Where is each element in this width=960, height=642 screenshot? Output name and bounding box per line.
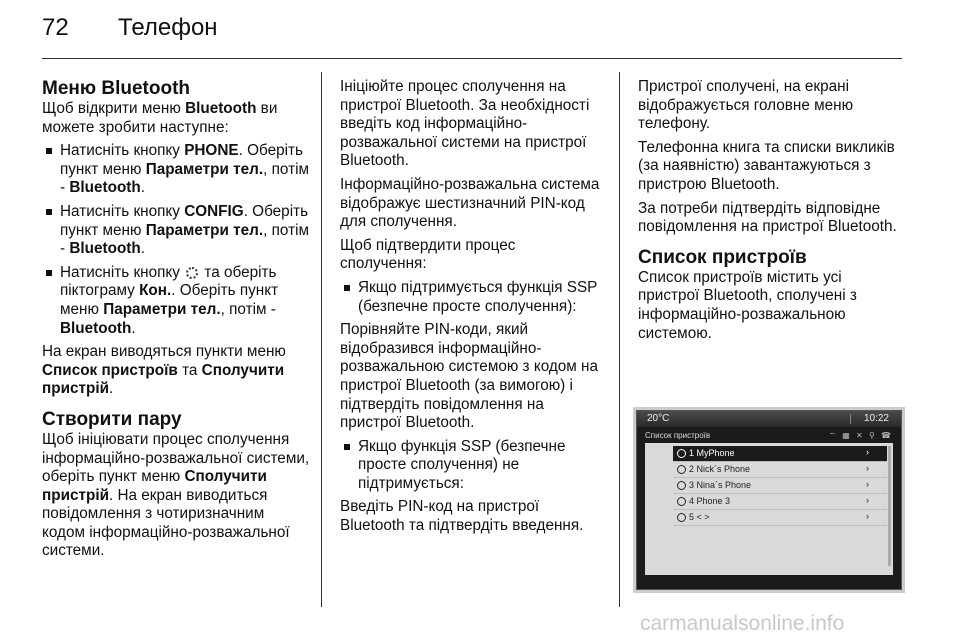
status-icons: ⌔ ▦ ✕ ⚲ ☎ <box>828 431 893 440</box>
chevron-right-icon: › <box>866 495 869 505</box>
term-bluetooth: Bluetooth <box>185 100 257 117</box>
header-rule <box>42 58 902 59</box>
device-name: 2 Nick´s Phone <box>689 464 751 474</box>
device-name: 5 < > <box>689 512 710 522</box>
device-list-item[interactable] <box>673 462 887 478</box>
radio-circle-icon <box>677 481 686 490</box>
term-phone-settings: Параметри тел. <box>145 221 264 239</box>
heading-create-pair: Створити пару <box>42 408 182 430</box>
paragraph-device-list: Список пристроїв містить усі пристрої Bluetooth, сполучені з інформаційно-розважальною системою. <box>638 268 857 342</box>
paragraph-initiate: Ініціюйте процес сполучення на пристрої Bluetooth. За необхідності введіть код інформаційно-розважальної системи на пристрої Bluetooth. <box>340 78 590 170</box>
radio-circle-icon <box>677 497 686 506</box>
paragraph-enter-pin: Введіть PIN-код на пристрої Bluetooth та підтвердіть введення. <box>340 498 584 535</box>
text: , потім - <box>220 300 276 318</box>
device-name: 3 Nina´s Phone <box>689 480 752 490</box>
device-list-panel <box>645 443 893 575</box>
radio-circle-icon <box>677 449 686 458</box>
chevron-right-icon: › <box>866 447 869 457</box>
chevron-right-icon: › <box>866 511 869 521</box>
text: На екран виводяться пункти меню <box>42 343 286 361</box>
paragraph-compare-pin: Порівняйте PIN-коди, який відобразився інформаційно-розважальною системою з кодом на пристрої Bluetooth (за вимогою) і підтвердіть повідомлення на пристрої Bluetooth. <box>340 321 599 432</box>
watermark: carmanualsonline.info <box>640 612 845 635</box>
page-number: 72 <box>42 14 69 41</box>
gear-icon <box>186 267 198 279</box>
term-bluetooth: Bluetooth <box>69 240 141 258</box>
paragraph-open-menu <box>42 100 310 137</box>
text: Натисніть кнопку <box>60 202 185 220</box>
term-pair-device: Сполучити пристрій <box>42 468 267 504</box>
device-name: 1 MyPhone <box>689 448 735 458</box>
bullet-phone-button <box>42 142 310 198</box>
heading-device-list: Список пристроїв <box>638 246 807 268</box>
term-phone-settings: Параметри тел. <box>145 160 264 178</box>
temperature-readout: 20°C <box>647 413 670 424</box>
device-name: 4 Phone 3 <box>689 496 731 506</box>
chevron-right-icon: › <box>866 479 869 489</box>
term-phone-settings: Параметри тел. <box>103 300 221 318</box>
clock-readout: 10:22 <box>863 413 889 424</box>
radio-circle-icon <box>677 465 686 474</box>
device-list-title: Список пристроїв <box>645 431 711 440</box>
device-list <box>673 446 887 526</box>
term-device-list: Список пристроїв <box>42 361 178 379</box>
term-bluetooth: Bluetooth <box>69 179 141 197</box>
text: . Оберіть пункт меню <box>60 202 309 239</box>
text: , потім - <box>60 221 310 258</box>
status-divider <box>850 414 851 424</box>
column-divider <box>321 72 322 607</box>
radio-circle-icon <box>677 513 686 522</box>
infotainment-screen <box>636 410 902 590</box>
page-title: Телефон <box>118 14 218 41</box>
paragraph-menu-items <box>42 343 310 399</box>
text: . <box>140 179 145 197</box>
paragraph-paired: Пристрої сполучені, на екрані відображується головне меню телефону. <box>638 78 854 133</box>
text: Натисніть кнопку <box>60 263 185 281</box>
paragraph-confirm-message: За потреби підтвердіть відповідне повідомлення на пристрої Bluetooth. <box>638 199 897 236</box>
text: та <box>177 361 202 379</box>
text: . <box>140 240 145 258</box>
paragraph-confirm: Щоб підтвердити процес сполучення: <box>340 236 516 273</box>
text: Щоб відкрити меню <box>42 100 186 117</box>
heading-bluetooth-menu: Меню Bluetooth <box>42 78 191 99</box>
bullet-config-button <box>42 203 310 259</box>
text: Щоб ініціювати процес сполучення інформаційно-розважальної системи, оберіть пункт меню <box>42 430 310 486</box>
text: . <box>131 319 136 337</box>
device-list-item[interactable] <box>673 446 887 462</box>
bullet-ssp-unsupported: Якщо функція SSP (безпечне просте сполучення) не підтримується: <box>340 438 606 494</box>
text: та оберіть піктограму <box>60 263 277 300</box>
text: , потім - <box>60 160 310 197</box>
status-bar <box>637 411 901 427</box>
term-bluetooth: Bluetooth <box>60 319 132 337</box>
term-phone: PHONE <box>184 142 239 160</box>
column-1 <box>42 78 310 566</box>
term-config: CONFIG <box>184 202 244 220</box>
column-3 <box>638 78 902 348</box>
term-config-icon: Кон. <box>139 282 172 300</box>
term-pair-device: Сполучити пристрій <box>42 361 285 398</box>
column-divider <box>619 72 620 607</box>
text: . <box>108 380 114 398</box>
bullet-ssp-supported: Якщо підтримується функція SSP (безпечне просте сполучення): <box>340 279 606 316</box>
bullet-gear-button <box>42 264 310 338</box>
paragraph-pairing <box>42 431 310 561</box>
scrollbar[interactable] <box>888 446 891 566</box>
text: . Оберіть пункт меню <box>60 142 303 178</box>
device-list-item[interactable] <box>673 510 887 526</box>
paragraph-phonebook: Телефонна книга та списки викликів (за наявністю) завантажуються з пристрою Bluetooth. <box>638 138 895 193</box>
page-header <box>42 14 902 54</box>
text: Натисніть кнопку <box>60 142 185 160</box>
text: . Оберіть пункт меню <box>60 282 279 318</box>
text: . На екран виводиться повідомлення з чотиризначним кодом інформаційно-розважальної системи. <box>42 486 290 560</box>
device-list-item[interactable] <box>673 494 887 510</box>
device-list-item[interactable] <box>673 478 887 494</box>
chevron-right-icon: › <box>866 463 869 473</box>
text: ви можете зробити наступне: <box>42 100 278 136</box>
paragraph-pin-display: Інформаційно-розважальна система відображує шестизначний PIN-код для сполучення. <box>340 175 600 231</box>
column-2 <box>340 78 606 541</box>
